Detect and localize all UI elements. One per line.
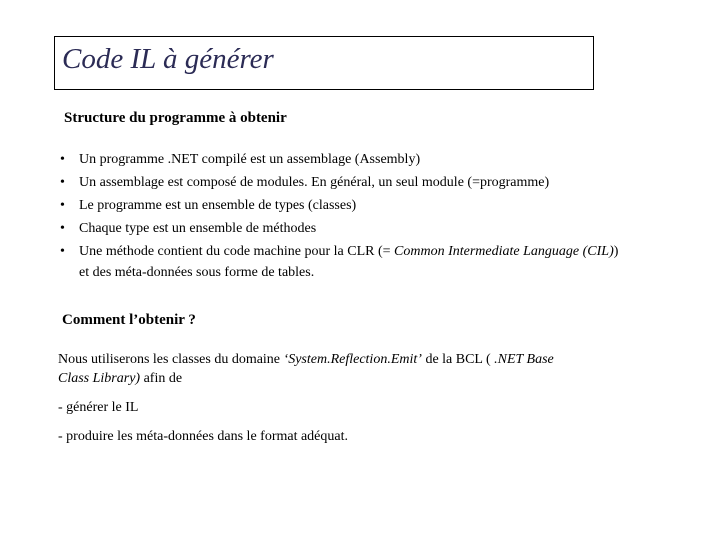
- bullet-icon: •: [60, 221, 65, 236]
- section-heading-comment: Comment l’obtenir ?: [62, 312, 196, 328]
- bullet-icon: •: [60, 244, 65, 259]
- bullet-icon: •: [60, 175, 65, 190]
- bullet-item: [58, 150, 618, 173]
- paragraph-line: [58, 369, 554, 388]
- line-produce-metadata: - produire les méta-données dans le format adéquat.: [58, 429, 349, 444]
- para-text: Nous utiliserons les classes du domaine: [58, 352, 284, 367]
- bullet-continuation-text: et des méta-données sous forme de tables.: [79, 265, 315, 280]
- bullet-item: [58, 219, 618, 242]
- paragraph-line: [58, 350, 554, 369]
- bullet-icon: •: [60, 198, 65, 213]
- bullet-text-italic: Common Intermediate Language (CIL): [394, 244, 614, 259]
- para-italic: Class Library): [58, 371, 141, 386]
- bullet-text: Un programme .NET compilé est un assemblage (Assembly): [79, 152, 421, 167]
- paragraph-intro: [58, 350, 554, 388]
- bullet-text-after: ): [613, 244, 619, 259]
- bullet-text: Un assemblage est composé de modules. En général, un seul module (=programme): [79, 175, 550, 190]
- para-italic: .NET Base: [494, 352, 554, 367]
- bullet-text: Chaque type est un ensemble de méthodes: [79, 221, 317, 236]
- bullet-list: [58, 150, 618, 288]
- bullet-continuation: [58, 265, 618, 288]
- bullet-item: [58, 173, 618, 196]
- para-text: de la BCL (: [421, 352, 495, 367]
- slide-title: Code IL à générer: [62, 43, 274, 75]
- bullet-text: Le programme est un ensemble de types (classes): [79, 198, 357, 213]
- title-box: [54, 36, 594, 90]
- para-italic: ‘System.Reflection.Emit’: [283, 352, 422, 367]
- para-text: afin de: [140, 371, 183, 386]
- bullet-item: [58, 196, 618, 219]
- bullet-text-before: Une méthode contient du code machine pour la CLR (=: [79, 244, 395, 259]
- line-generate-il: - générer le IL: [58, 400, 139, 415]
- section-heading-structure: Structure du programme à obtenir: [64, 110, 287, 126]
- bullet-item: [58, 242, 618, 265]
- bullet-icon: •: [60, 152, 65, 167]
